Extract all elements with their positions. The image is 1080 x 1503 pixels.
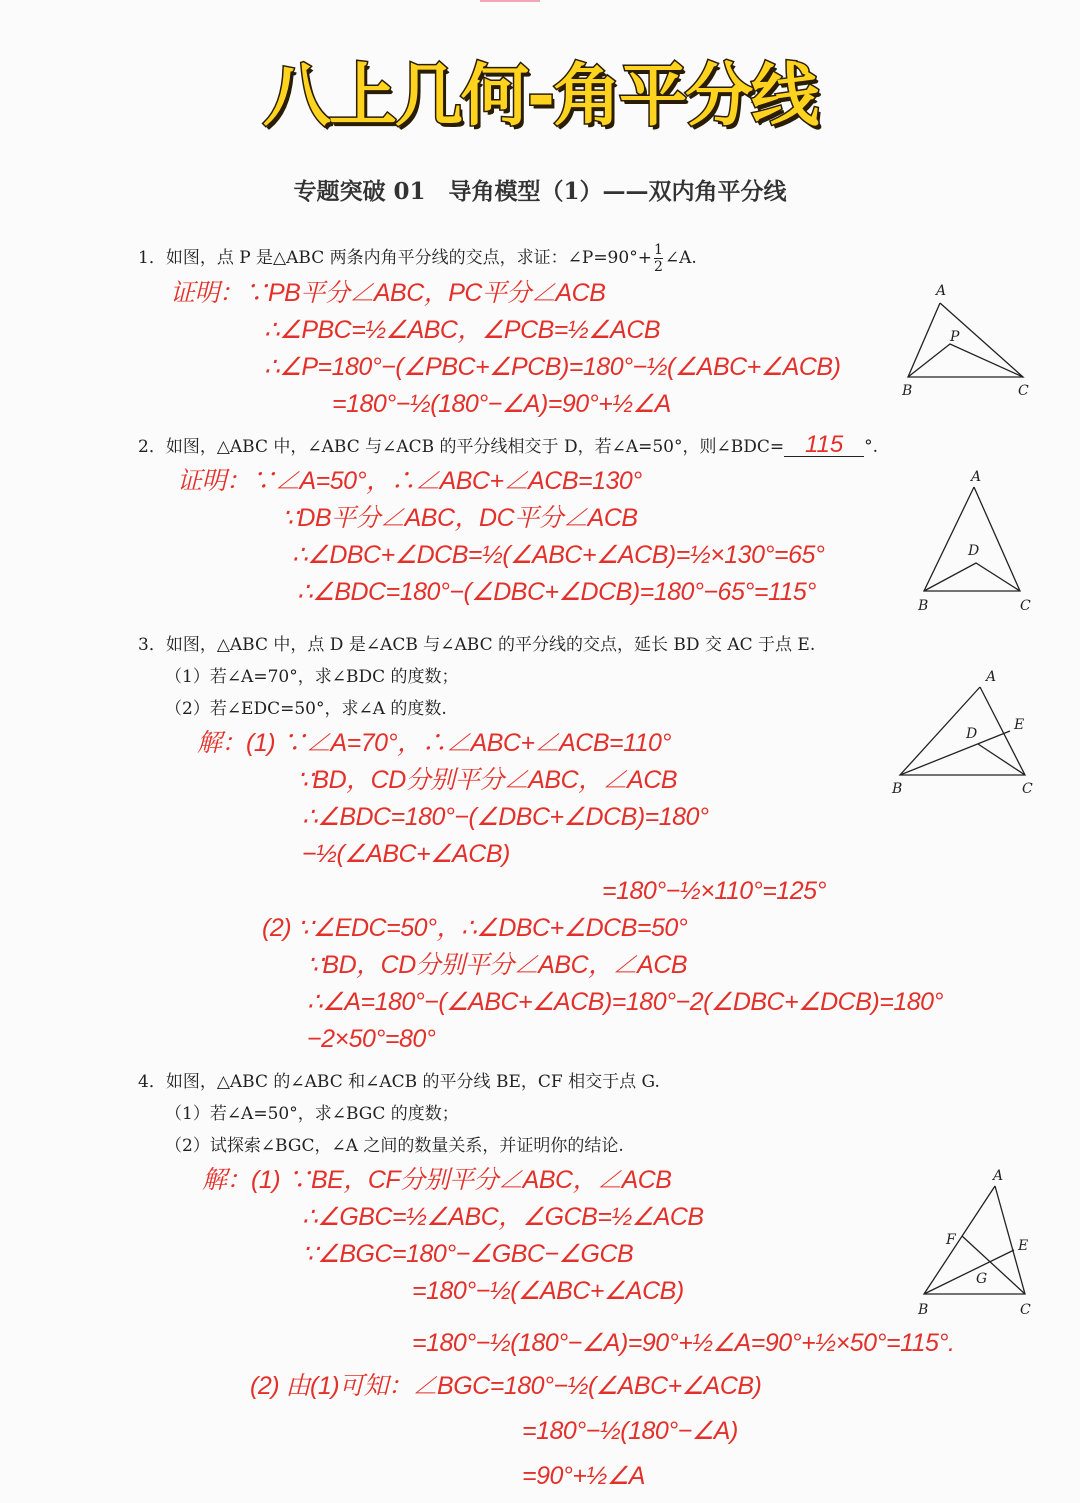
label-a: A bbox=[986, 669, 997, 685]
triangle-figure-2 bbox=[910, 467, 1040, 617]
problem-3-text: 3．如图，△ABC 中，点 D 是∠ACB 与∠ABC 的平分线的交点，延长 BD 交 AC 于点 E. bbox=[138, 635, 816, 655]
handwriting-line: =180°−½(∠ABC+∠ACB) bbox=[412, 1277, 684, 1305]
problem-2-end: °. bbox=[864, 437, 879, 457]
label-c: C bbox=[1022, 781, 1033, 797]
answer-blank[interactable]: 115 bbox=[784, 434, 864, 457]
handwriting-line: =90°+½∠A bbox=[522, 1462, 645, 1490]
problem-1-end: ∠A. bbox=[664, 248, 697, 268]
handwriting-line: 解：(1) ∵∠A=70°，∴∠ABC+∠ACB=110° bbox=[197, 729, 671, 757]
label-d: D bbox=[968, 543, 980, 559]
label-c: C bbox=[1018, 383, 1029, 399]
page-title: 八上几何-角平分线 bbox=[262, 57, 818, 136]
problem-3-part-2: （2）若∠EDC=50°，求∠A 的度数. bbox=[165, 699, 447, 719]
handwriting-line: ∴∠BDC=180°−(∠DBC+∠DCB)=180°−65°=115° bbox=[297, 578, 816, 606]
problem-2-statement: 2．如图，△ABC 中，∠ABC 与∠ACB 的平分线相交于 D，若∠A=50°，则∠BDC= bbox=[138, 437, 785, 457]
problem-2-text bbox=[138, 431, 1050, 463]
label-b: B bbox=[902, 383, 913, 399]
handwriting-line: 证明：∵PB平分∠ABC，PC平分∠ACB bbox=[170, 279, 606, 307]
handwriting-line: ∵DB平分∠ABC，DC平分∠ACB bbox=[282, 504, 638, 532]
denominator: 2 bbox=[653, 259, 663, 275]
problem-4 bbox=[130, 1066, 1050, 1503]
label-g: G bbox=[976, 1271, 988, 1287]
handwriting-line: =180°−½(180°−∠A)=90°+½∠A=90°+½×50°=115°. bbox=[412, 1329, 955, 1357]
triangle-figure-4 bbox=[910, 1166, 1040, 1321]
handwriting-line: (2) ∵∠EDC=50°，∴∠DBC+∠DCB=50° bbox=[262, 914, 688, 942]
problem-3 bbox=[130, 629, 1050, 1066]
fraction bbox=[654, 242, 663, 275]
label-e: E bbox=[1014, 717, 1025, 733]
problem-2 bbox=[130, 431, 1050, 629]
label-a: A bbox=[971, 469, 982, 485]
label-a: A bbox=[936, 283, 947, 299]
handwriting-line: ∴∠BDC=180°−(∠DBC+∠DCB)=180°−½(∠ABC+∠ACB) bbox=[302, 803, 709, 868]
problem-3-part-1: （1）若∠A=70°，求∠BDC 的度数； bbox=[165, 667, 459, 687]
section-subtitle: 专题突破 01 导角模型（1）——双内角平分线 bbox=[293, 178, 787, 205]
label-b: B bbox=[918, 1302, 929, 1318]
problem-1-text bbox=[138, 242, 1050, 275]
handwriting-line: ∴∠DBC+∠DCB=½(∠ABC+∠ACB)=½×130°=65° bbox=[292, 541, 825, 569]
handwriting-line: ∵BD，CD分别平分∠ABC，∠ACB bbox=[297, 766, 678, 794]
handwriting-line: 解：(1) ∵BE，CF分别平分∠ABC，∠ACB bbox=[202, 1166, 672, 1194]
handwriting-line: 证明：∵∠A=50°，∴∠ABC+∠ACB=130° bbox=[177, 467, 642, 495]
label-c: C bbox=[1020, 1302, 1031, 1318]
handwriting-line: ∵BD，CD分别平分∠ABC，∠ACB bbox=[307, 951, 688, 979]
triangle-figure-3 bbox=[890, 665, 1040, 800]
top-edge-mark bbox=[480, 0, 540, 2]
worksheet-content bbox=[130, 242, 1050, 1503]
handwriting-line: (2) 由(1)可知：∠BGC=180°−½(∠ABC+∠ACB) bbox=[250, 1372, 762, 1400]
label-a: A bbox=[993, 1168, 1004, 1184]
label-p: P bbox=[950, 329, 960, 345]
handwriting-line: =180°−½(180°−∠A)=90°+½∠A bbox=[332, 390, 671, 418]
label-d: D bbox=[966, 726, 978, 742]
label-b: B bbox=[918, 598, 929, 614]
label-e: E bbox=[1018, 1238, 1029, 1254]
numerator: 1 bbox=[653, 242, 663, 258]
label-c: C bbox=[1020, 598, 1031, 614]
label-f: F bbox=[946, 1232, 956, 1248]
triangle-figure-1 bbox=[890, 279, 1040, 404]
handwriting-line: =180°−½(180°−∠A) bbox=[522, 1417, 738, 1445]
handwriting-line: ∴∠P=180°−(∠PBC+∠PCB)=180°−½(∠ABC+∠ACB) bbox=[264, 353, 841, 381]
handwriting-line: =180°−½×110°=125° bbox=[602, 877, 827, 905]
problem-4-part-1: （1）若∠A=50°，求∠BGC 的度数； bbox=[165, 1104, 459, 1124]
label-b: B bbox=[892, 781, 903, 797]
handwriting-line: ∴∠PBC=½∠ABC，∠PCB=½∠ACB bbox=[264, 316, 661, 344]
handwriting-line: ∴∠A=180°−(∠ABC+∠ACB)=180°−2(∠DBC+∠DCB)=180°−2×50°=80° bbox=[307, 988, 944, 1053]
problem-4-text: 4．如图，△ABC 的∠ABC 和∠ACB 的平分线 BE，CF 相交于点 G. bbox=[138, 1072, 660, 1092]
problem-1-statement: 1．如图，点 P 是△ABC 两条内角平分线的交点，求证：∠P=90°+ bbox=[138, 248, 652, 268]
problem-1 bbox=[130, 242, 1050, 431]
problem-4-part-2: （2）试探索∠BGC，∠A 之间的数量关系，并证明你的结论. bbox=[165, 1136, 624, 1156]
handwriting-line: ∴∠GBC=½∠ABC，∠GCB=½∠ACB bbox=[302, 1203, 704, 1231]
handwriting-line: ∵∠BGC=180°−∠GBC−∠GCB bbox=[302, 1240, 634, 1268]
